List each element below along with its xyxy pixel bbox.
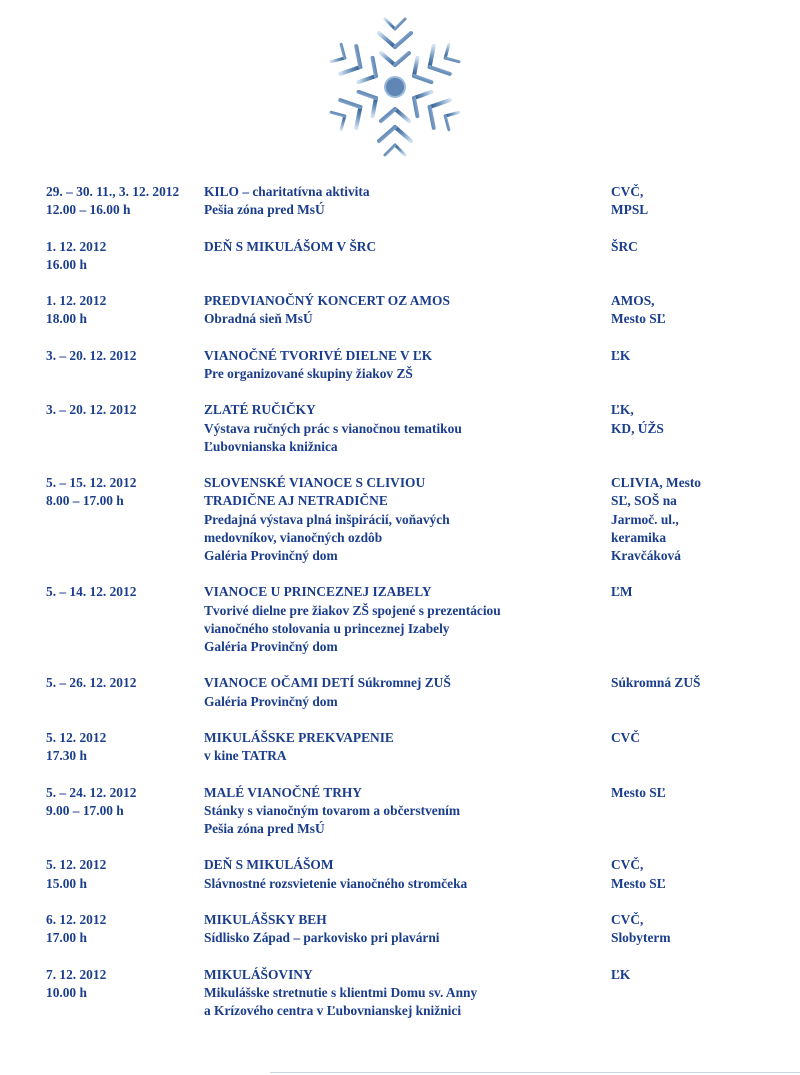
event-date-line: 5. – 14. 12. 2012 <box>46 584 137 600</box>
event-row <box>0 401 800 456</box>
event-detail: Pešia zóna pred MsÚ <box>204 820 325 836</box>
event-date <box>0 583 204 656</box>
event-organizer-line: Slobyterm <box>611 930 671 946</box>
event-date-line: 6. 12. 2012 <box>46 911 107 927</box>
event-time-line: 8.00 – 17.00 h <box>46 493 124 509</box>
event-time-line: 16.00 h <box>46 256 87 272</box>
event-organizer-line: CLIVIA, Mesto <box>611 475 702 491</box>
event-organizer-line: ĽM <box>611 584 633 600</box>
event-organizer <box>611 674 723 710</box>
event-organizer-line: Mesto SĽ <box>611 311 666 327</box>
event-organizer <box>611 966 723 1021</box>
event-row <box>0 911 800 947</box>
event-description <box>204 347 611 383</box>
event-detail: a Krízového centra v Ľubovnianskej knižnici <box>204 1002 462 1018</box>
event-organizer-line: ĽK <box>611 347 631 363</box>
event-description <box>204 856 611 892</box>
event-row <box>0 856 800 892</box>
event-date-line: 5. 12. 2012 <box>46 729 107 745</box>
event-date <box>0 966 204 1021</box>
event-time-line: 10.00 h <box>46 984 87 1000</box>
event-organizer <box>611 474 723 565</box>
event-date-line: 3. – 20. 12. 2012 <box>46 402 137 418</box>
event-date-line: 29. – 30. 11., 3. 12. 2012 <box>46 184 180 199</box>
footer-divider <box>270 1072 800 1073</box>
event-title: VIANOČNÉ TVORIVÉ DIELNE V ĽK <box>204 347 433 363</box>
event-date <box>0 292 204 328</box>
event-title: VIANOCE OČAMI DETÍ Súkromnej ZUŠ <box>204 675 451 691</box>
event-organizer <box>611 347 723 383</box>
event-title: MIKULÁŠOVINY <box>204 966 313 982</box>
event-row <box>0 966 800 1021</box>
event-date-line: 1. 12. 2012 <box>46 293 107 309</box>
event-organizer <box>611 911 723 947</box>
event-date-line: 7. 12. 2012 <box>46 966 107 982</box>
event-description <box>204 401 611 456</box>
event-date <box>0 674 204 710</box>
event-organizer-line: Kravčáková <box>611 547 681 563</box>
event-organizer-line: keramika <box>611 529 667 545</box>
event-detail: Pešia zóna pred MsÚ <box>204 202 325 218</box>
event-date-line: 5. – 15. 12. 2012 <box>46 475 137 491</box>
event-list <box>0 183 800 1038</box>
event-row <box>0 347 800 383</box>
event-organizer <box>611 292 723 328</box>
event-detail: Galéria Provinčný dom <box>204 547 338 563</box>
event-organizer <box>611 238 723 274</box>
event-detail: Tvorivé dielne pre žiakov ZŠ spojené s prezentáciou <box>204 602 501 618</box>
event-detail: Galéria Provinčný dom <box>204 638 338 654</box>
event-organizer-line: AMOS, <box>611 293 655 309</box>
event-detail: Galéria Provinčný dom <box>204 693 338 709</box>
event-organizer-line: ĽK <box>611 966 631 982</box>
event-detail: Stánky s vianočným tovarom a občerstvením <box>204 802 461 818</box>
event-time-line: 18.00 h <box>46 311 87 327</box>
event-organizer-line: MPSL <box>611 202 649 218</box>
event-row <box>0 474 800 565</box>
event-detail: medovníkov, vianočných ozdôb <box>204 529 383 545</box>
event-title: MIKULÁŠSKE PREKVAPENIE <box>204 729 394 745</box>
event-organizer <box>611 401 723 456</box>
event-row <box>0 238 800 274</box>
event-organizer <box>611 729 723 765</box>
event-row <box>0 729 800 765</box>
event-organizer-line: Súkromná ZUŠ <box>611 675 701 691</box>
event-detail: Ľubovnianska knižnica <box>204 438 338 454</box>
event-title: KILO – charitatívna aktivita <box>204 184 370 199</box>
event-row <box>0 784 800 839</box>
event-organizer-line: Mesto SĽ <box>611 875 666 891</box>
event-row <box>0 674 800 710</box>
event-organizer-line: CVČ, <box>611 857 644 873</box>
event-organizer <box>611 856 723 892</box>
event-row <box>0 183 800 219</box>
event-time-line: 17.00 h <box>46 930 87 946</box>
event-detail: Mikulášske stretnutie s klientmi Domu sv. Anny <box>204 984 478 1000</box>
event-detail: v kine TATRA <box>204 748 287 764</box>
event-date <box>0 911 204 947</box>
event-title: MIKULÁŠSKY BEH <box>204 911 327 927</box>
event-detail: Predajná výstava plná inšpirácií, voňavých <box>204 511 450 527</box>
event-organizer-line: ĽK, <box>611 402 634 418</box>
event-date <box>0 474 204 565</box>
event-detail: vianočného stolovania u princeznej Izabely <box>204 620 450 636</box>
event-date-line: 5. – 24. 12. 2012 <box>46 784 137 800</box>
event-detail: Obradná sieň MsÚ <box>204 311 313 327</box>
event-description <box>204 674 611 710</box>
event-description <box>204 729 611 765</box>
event-title: VIANOCE U PRINCEZNEJ IZABELY <box>204 584 432 600</box>
event-date <box>0 183 204 219</box>
event-organizer <box>611 784 723 839</box>
event-date <box>0 784 204 839</box>
event-title: PREDVIANOČNÝ KONCERT OZ AMOS <box>204 293 450 309</box>
event-date <box>0 401 204 456</box>
event-description <box>204 183 611 219</box>
event-time-line: 15.00 h <box>46 875 87 891</box>
event-title: DEŇ S MIKULÁŠOM V ŠRC <box>204 238 377 254</box>
event-date <box>0 347 204 383</box>
event-time-line: 12.00 – 16.00 h <box>46 202 131 218</box>
event-date <box>0 856 204 892</box>
event-organizer-line: ŠRC <box>611 238 638 254</box>
event-organizer <box>611 583 723 656</box>
event-time-line: 9.00 – 17.00 h <box>46 802 124 818</box>
event-organizer-line: CVČ <box>611 729 641 745</box>
event-organizer-line: CVČ, <box>611 184 644 199</box>
event-row <box>0 292 800 328</box>
event-title: DEŇ S MIKULÁŠOM <box>204 857 334 873</box>
event-description <box>204 966 611 1021</box>
event-date-line: 5. – 26. 12. 2012 <box>46 675 137 691</box>
event-date-line: 5. 12. 2012 <box>46 857 107 873</box>
event-organizer-line: SĽ, SOŠ na <box>611 493 677 509</box>
event-organizer-line: Jarmoč. ul., <box>611 511 679 527</box>
event-time-line: 17.30 h <box>46 748 87 764</box>
event-organizer-line: Mesto SĽ <box>611 784 666 800</box>
event-detail: Slávnostné rozsvietenie vianočného stromčeka <box>204 875 468 891</box>
event-description <box>204 292 611 328</box>
event-detail: Pre organizované skupiny žiakov ZŠ <box>204 365 413 381</box>
event-description <box>204 474 611 565</box>
event-row <box>0 583 800 656</box>
event-detail: Sídlisko Západ – parkovisko pri plavárni <box>204 930 440 946</box>
event-date <box>0 238 204 274</box>
event-title: ZLATÉ RUČIČKY <box>204 402 316 418</box>
event-description <box>204 911 611 947</box>
event-description <box>204 238 611 274</box>
event-date <box>0 729 204 765</box>
event-title: SLOVENSKÉ VIANOCE S CLIVIOU <box>204 475 426 491</box>
event-date-line: 1. 12. 2012 <box>46 238 107 254</box>
event-organizer <box>611 183 723 219</box>
event-detail: Výstava ručných prác s vianočnou tematikou <box>204 420 462 436</box>
event-title: MALÉ VIANOČNÉ TRHY <box>204 784 362 800</box>
event-organizer-line: CVČ, <box>611 911 644 927</box>
event-organizer-line: KD, ÚŽS <box>611 420 664 436</box>
snowflake-icon <box>300 2 490 172</box>
event-description <box>204 784 611 839</box>
event-description <box>204 583 611 656</box>
event-title: TRADIČNE AJ NETRADIČNE <box>204 493 388 509</box>
event-date-line: 3. – 20. 12. 2012 <box>46 347 137 363</box>
